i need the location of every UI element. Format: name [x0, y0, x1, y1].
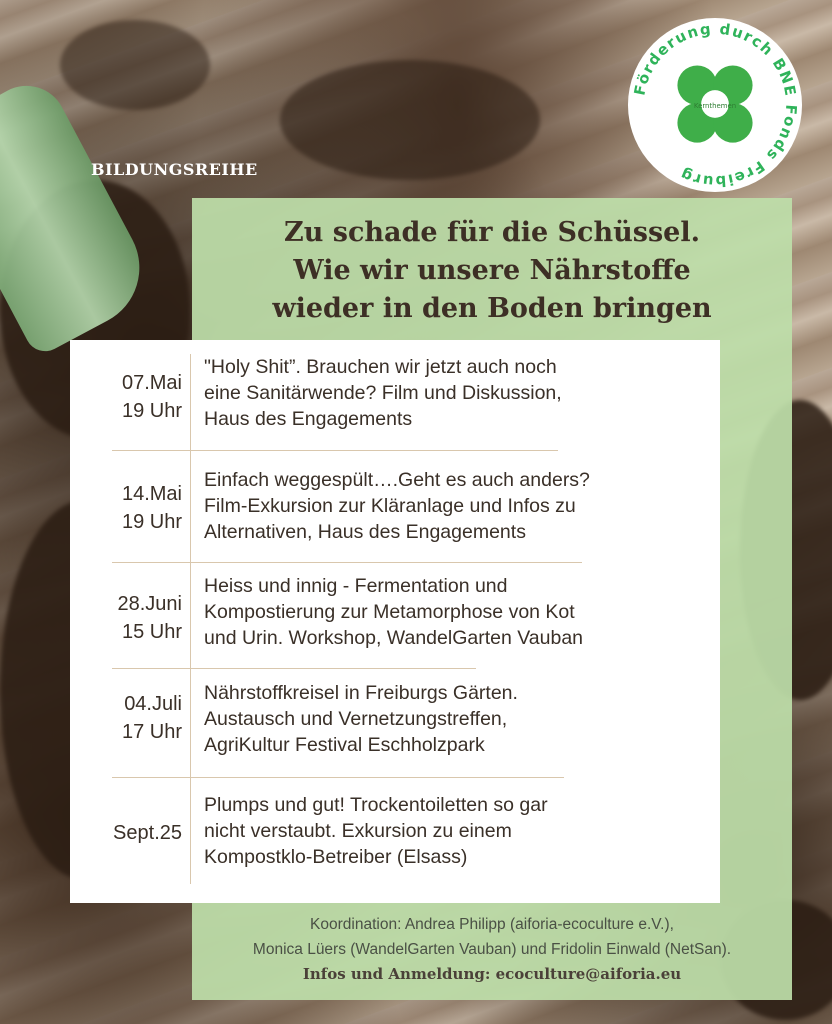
coordination-line: Monica Lüers (WandelGarten Vauban) und Fridolin Einwald (NetSan). — [252, 941, 732, 958]
event-separator — [112, 562, 582, 563]
event-separator — [112, 668, 476, 669]
event-description: Einfach weggespült….Geht es auch anders? Film-Exkursion zur Kläranlage und Infos zu Alternativen, Haus des Engagements — [204, 469, 590, 543]
event-description: Heiss und innig - Fermentation und Kompostierung zur Metamorphose von Kot und Urin. Workshop, WandelGarten Vauban — [204, 575, 584, 649]
event-schedule — [70, 340, 720, 903]
title-line: Wie wir unsere Nährstoffe — [293, 255, 691, 286]
coordination-line: Koordination: Andrea Philipp (aiforia-ecoculture e.V.), — [310, 916, 674, 933]
series-label: BILDUNGSREIHE — [91, 160, 258, 179]
event-date: 28.Juni 15 Uhr — [117, 593, 182, 643]
event-date: 07.Mai 19 Uhr — [121, 372, 182, 422]
title-line: Zu schade für die Schüssel. — [284, 217, 700, 248]
event-date: Sept.25 — [113, 822, 182, 844]
event-date: 14.Mai 19 Uhr — [121, 483, 182, 533]
title-line: wieder in den Boden bringen — [272, 293, 712, 324]
event-description: Nährstoffkreisel in Freiburgs Gärten. Austausch und Vernetzungstreffen, AgriKultur Festival Eschholzpark — [204, 682, 518, 756]
event-separator — [112, 450, 558, 451]
event-date: 04.Juli 17 Uhr — [121, 693, 182, 743]
badge-center-label: Kernthemen — [693, 101, 737, 110]
bne-fonds-badge — [626, 16, 804, 194]
event-description: "Holy Shit”. Brauchen wir jetzt auch noch eine Sanitärwende? Film und Diskussion, Haus des Engagements — [204, 356, 562, 430]
schedule-divider — [190, 354, 191, 884]
page-title — [192, 214, 792, 328]
footer — [192, 912, 792, 987]
event-separator — [112, 777, 564, 778]
badge-ring-text: Förderung durch BNE Fonds Freiburg — [631, 20, 800, 190]
registration-info[interactable]: Infos und Anmeldung: ecoculture@aiforia.eu — [302, 965, 682, 983]
event-description: Plumps und gut! Trockentoiletten so gar nicht verstaubt. Exkursion zu einem Kompostklo-Betreiber (Elsass) — [204, 794, 548, 868]
